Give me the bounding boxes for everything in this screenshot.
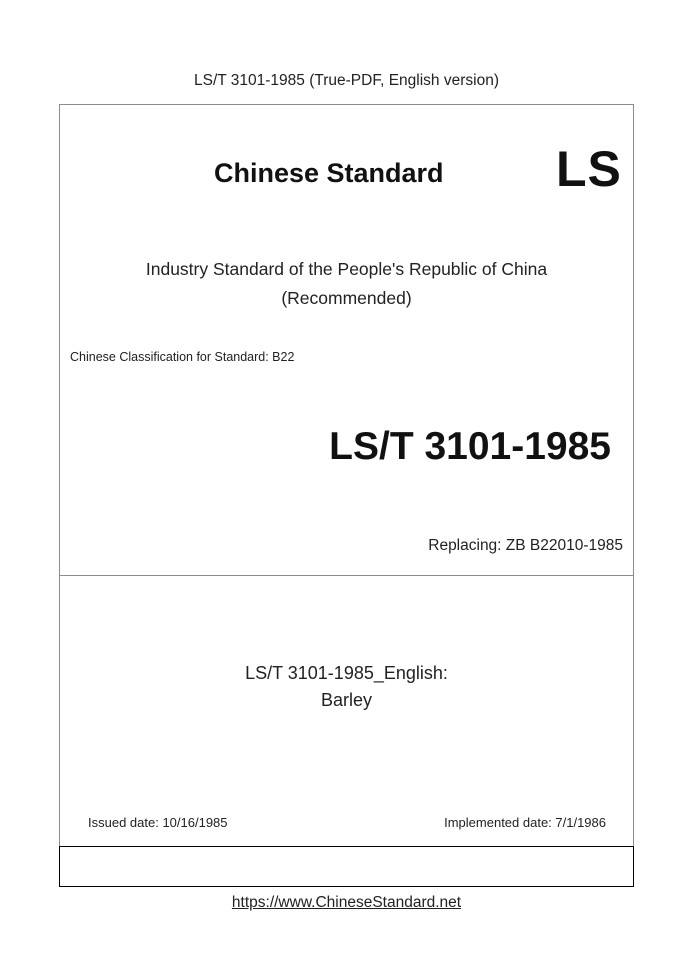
chinese-standard-heading: Chinese Standard [214,158,444,188]
standard-category-mark: LS [556,141,622,197]
document-title-line: LS/T 3101-1985_English: [245,663,448,683]
website-link[interactable]: https://www.ChineseStandard.net [231,894,462,911]
standard-number: LS/T 3101-1985 [329,425,611,468]
implemented-date: Implemented date: 7/1/1986 [444,815,606,830]
cover-frame [59,104,634,887]
replacing-text: Replacing: ZB B22010-1985 [428,537,623,554]
issued-date: Issued date: 10/16/1985 [88,815,228,830]
document-header-title: LS/T 3101-1985 (True-PDF, English version) [194,72,499,89]
footer-box [59,846,634,887]
classification-text: Chinese Classification for Standard: B22 [70,350,295,364]
document-subject: Barley [320,690,373,710]
cover-divider [60,575,633,576]
industry-standard-line: Industry Standard of the People's Republic of China [145,259,548,279]
recommended-label: (Recommended) [281,288,412,308]
